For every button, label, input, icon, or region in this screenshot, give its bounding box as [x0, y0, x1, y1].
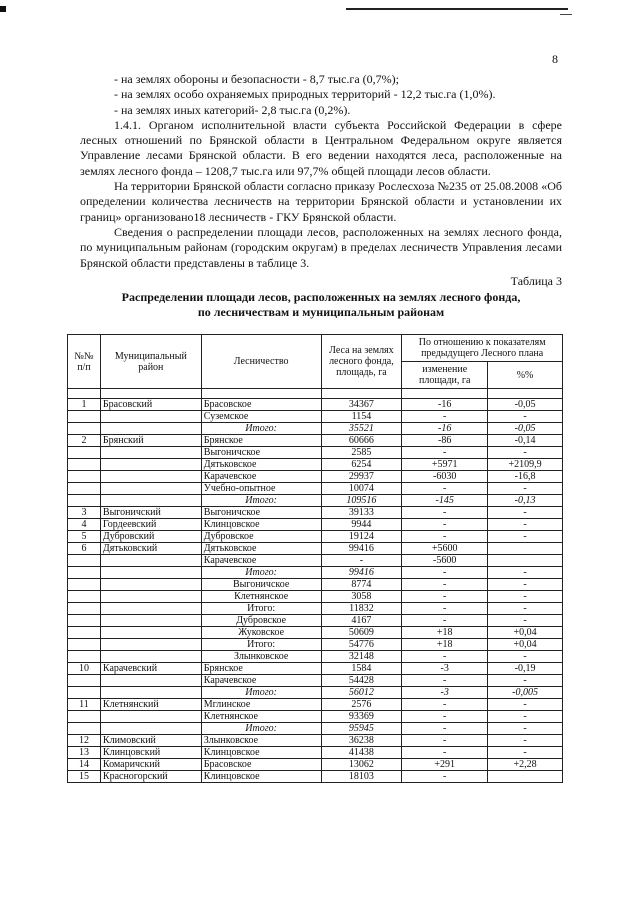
cell-change: - [402, 771, 488, 783]
cell-district [100, 483, 201, 495]
cell-district [100, 423, 201, 435]
cell-forestry: Брасовское [201, 759, 321, 771]
cell-pct: - [488, 591, 563, 603]
cell-change: - [402, 411, 488, 423]
cell-change: - [402, 711, 488, 723]
cell-forestry: Итого: [201, 639, 321, 651]
cell-forestry: Итого: [201, 687, 321, 699]
cell-pct: -0,05 [488, 423, 563, 435]
cell-area: 2585 [321, 447, 402, 459]
cell-forestry: Выгоничское [201, 447, 321, 459]
cell-area: 95945 [321, 723, 402, 735]
cell-pct: - [488, 699, 563, 711]
cell-district: Климовский [100, 735, 201, 747]
header-change: изменение площади, га [402, 362, 488, 389]
cell-forestry: Карачевское [201, 675, 321, 687]
cell-forestry: Итого: [201, 567, 321, 579]
cell-forestry: Клинцовское [201, 519, 321, 531]
cell-pct: - [488, 531, 563, 543]
paragraph: - на землях особо охраняемых природных территорий - 12,2 тыс.га (1,0%). [114, 87, 496, 102]
cell-change: -3 [402, 663, 488, 675]
table-row [68, 555, 563, 567]
cell-forestry: Итого: [201, 423, 321, 435]
header-forestry: Лесничество [201, 335, 321, 389]
cell-pct: - [488, 507, 563, 519]
cell-district [100, 459, 201, 471]
paragraph: На территории Брянской области согласно приказу Рослесхоза №235 от 25.08.2008 «Об определении количества лесничеств на территории Брянской области и установлении их границ» организовано18 лесничеств - ГКУ Брянской области. [80, 179, 562, 224]
cell-pct: - [488, 483, 563, 495]
cell-forestry: Жуковское [201, 627, 321, 639]
cell-change: -145 [402, 495, 488, 507]
cell-forestry: Итого: [201, 723, 321, 735]
cell-pct: - [488, 615, 563, 627]
cell-change: - [402, 531, 488, 543]
table-row [68, 687, 563, 699]
table-row [68, 519, 563, 531]
cell-district [100, 471, 201, 483]
cell-area: 10074 [321, 483, 402, 495]
cell-change: +18 [402, 639, 488, 651]
cell-pct: - [488, 447, 563, 459]
cell-district [100, 711, 201, 723]
cell-area: 1584 [321, 663, 402, 675]
cell-num [68, 483, 101, 495]
cell-forestry: Выгоничское [201, 579, 321, 591]
cell-area: 11832 [321, 603, 402, 615]
cell-forestry: Клинцовское [201, 771, 321, 783]
cell-change: +291 [402, 759, 488, 771]
cell-pct: -0,14 [488, 435, 563, 447]
cell-area: 41438 [321, 747, 402, 759]
cell-area: 36238 [321, 735, 402, 747]
cell-area: 8774 [321, 579, 402, 591]
cell-change: - [402, 615, 488, 627]
cell-district [100, 579, 201, 591]
cell-area: 18103 [321, 771, 402, 783]
cell-num [68, 423, 101, 435]
cell-num [68, 651, 101, 663]
cell-area: 13062 [321, 759, 402, 771]
cell-district [100, 447, 201, 459]
cell-num [68, 723, 101, 735]
cell-area: 19124 [321, 531, 402, 543]
cell-district: Дятьковский [100, 543, 201, 555]
cell-district: Комаричский [100, 759, 201, 771]
cell-change: - [402, 483, 488, 495]
cell-num: 4 [68, 519, 101, 531]
cell-district: Гордеевский [100, 519, 201, 531]
header-num: №№ п/п [68, 335, 101, 389]
cell-district: Выгоничский [100, 507, 201, 519]
cell-change: - [402, 699, 488, 711]
cell-forestry: Брянское [201, 435, 321, 447]
cell-forestry: Клинцовское [201, 747, 321, 759]
cell-district [100, 615, 201, 627]
table-row [68, 543, 563, 555]
cell-area: 54776 [321, 639, 402, 651]
cell-pct: - [488, 723, 563, 735]
cell-pct [488, 555, 563, 567]
cell-area: 99416 [321, 543, 402, 555]
body-text [80, 72, 562, 271]
cell-num: 6 [68, 543, 101, 555]
cell-change: -16 [402, 399, 488, 411]
table-row [68, 435, 563, 447]
table-row [68, 531, 563, 543]
cell-num [68, 447, 101, 459]
cell-num [68, 471, 101, 483]
cell-forestry: Брасовское [201, 399, 321, 411]
cell-change: - [402, 507, 488, 519]
table-row [68, 567, 563, 579]
cell-district [100, 651, 201, 663]
cell-area: 1154 [321, 411, 402, 423]
cell-forestry: Итого: [201, 603, 321, 615]
table-row [68, 591, 563, 603]
cell-district [100, 639, 201, 651]
cell-change: -86 [402, 435, 488, 447]
cell-change: - [402, 519, 488, 531]
cell-change: +5971 [402, 459, 488, 471]
cell-change: -6030 [402, 471, 488, 483]
cell-forestry: Карачевское [201, 555, 321, 567]
header-relation: По отношению к показателям предыдущего Лесного плана [402, 335, 563, 362]
table-row [68, 723, 563, 735]
cell-num [68, 555, 101, 567]
cell-pct: -0,19 [488, 663, 563, 675]
cell-change: - [402, 675, 488, 687]
paragraph: - на землях иных категорий- 2,8 тыс.га (0,2%). [114, 102, 351, 117]
cell-change: +5600 [402, 543, 488, 555]
cell-district: Брянский [100, 435, 201, 447]
cell-change: - [402, 567, 488, 579]
cell-area: 60666 [321, 435, 402, 447]
cell-pct: - [488, 651, 563, 663]
cell-pct: - [488, 411, 563, 423]
cell-pct: +0,04 [488, 639, 563, 651]
cell-area: 34367 [321, 399, 402, 411]
table-row [68, 423, 563, 435]
forest-area-table [67, 334, 563, 783]
table-row [68, 627, 563, 639]
cell-pct: -0,13 [488, 495, 563, 507]
table-row [68, 771, 563, 783]
cell-area: 93369 [321, 711, 402, 723]
cell-district [100, 591, 201, 603]
cell-pct [488, 771, 563, 783]
cell-num [68, 591, 101, 603]
table-row [68, 711, 563, 723]
header-area: Леса на землях лесного фонда, площадь, га [321, 335, 402, 389]
cell-area: 2576 [321, 699, 402, 711]
cell-forestry: Дубровское [201, 531, 321, 543]
cell-pct: - [488, 579, 563, 591]
cell-forestry: Дятьковское [201, 543, 321, 555]
cell-area: 39133 [321, 507, 402, 519]
cell-pct: - [488, 675, 563, 687]
table-title-line: по лесничествам и муниципальным районам [197, 305, 445, 319]
cell-pct: -0,05 [488, 399, 563, 411]
cell-pct: - [488, 711, 563, 723]
cell-forestry: Клетнянское [201, 711, 321, 723]
cell-change: -3 [402, 687, 488, 699]
cell-district [100, 723, 201, 735]
cell-pct: +0,04 [488, 627, 563, 639]
cell-forestry: Учебно-опытное [201, 483, 321, 495]
cell-district [100, 675, 201, 687]
cell-district [100, 567, 201, 579]
table-row [68, 603, 563, 615]
cell-pct: - [488, 747, 563, 759]
cell-change: - [402, 603, 488, 615]
cell-pct: - [488, 567, 563, 579]
table-row [68, 507, 563, 519]
cell-num [68, 579, 101, 591]
header-rule [346, 8, 568, 10]
table-row [68, 639, 563, 651]
cell-num: 14 [68, 759, 101, 771]
cell-change: - [402, 735, 488, 747]
table-row [68, 459, 563, 471]
table-title [80, 290, 562, 320]
cell-num: 2 [68, 435, 101, 447]
table-body [68, 399, 563, 783]
cell-area: 29937 [321, 471, 402, 483]
table-row [68, 615, 563, 627]
cell-num: 13 [68, 747, 101, 759]
cell-num [68, 603, 101, 615]
cell-forestry: Брянское [201, 663, 321, 675]
cell-area: 109516 [321, 495, 402, 507]
cell-area: - [321, 555, 402, 567]
header-district: Муниципальный район [100, 335, 201, 389]
cell-change: - [402, 579, 488, 591]
cell-area: 9944 [321, 519, 402, 531]
table-row [68, 579, 563, 591]
table-row [68, 411, 563, 423]
cell-forestry: Итого: [201, 495, 321, 507]
table-row [68, 651, 563, 663]
cell-district [100, 411, 201, 423]
cell-change: -16 [402, 423, 488, 435]
cell-district: Клетнянский [100, 699, 201, 711]
cell-num: 1 [68, 399, 101, 411]
cell-pct: +2,28 [488, 759, 563, 771]
table-caption: Таблица 3 [510, 274, 562, 288]
scan-mark [0, 6, 6, 12]
table-row [68, 447, 563, 459]
page-number: 8 [552, 52, 558, 66]
cell-num [68, 615, 101, 627]
cell-district [100, 555, 201, 567]
cell-num: 15 [68, 771, 101, 783]
cell-num [68, 567, 101, 579]
cell-area: 56012 [321, 687, 402, 699]
cell-change: - [402, 723, 488, 735]
cell-forestry: Злынковское [201, 735, 321, 747]
table-row [68, 495, 563, 507]
cell-district: Брасовский [100, 399, 201, 411]
cell-num: 3 [68, 507, 101, 519]
cell-num [68, 711, 101, 723]
cell-pct: - [488, 603, 563, 615]
cell-forestry: Суземское [201, 411, 321, 423]
cell-num [68, 459, 101, 471]
cell-area: 99416 [321, 567, 402, 579]
cell-pct: -0,005 [488, 687, 563, 699]
cell-change: +18 [402, 627, 488, 639]
cell-pct: +2109,9 [488, 459, 563, 471]
cell-num: 5 [68, 531, 101, 543]
header-pct: %% [488, 362, 563, 389]
cell-forestry: Дятьковское [201, 459, 321, 471]
cell-num [68, 639, 101, 651]
cell-district [100, 603, 201, 615]
cell-district: Красногорский [100, 771, 201, 783]
cell-pct [488, 543, 563, 555]
cell-area: 54428 [321, 675, 402, 687]
table-row [68, 699, 563, 711]
table-row [68, 471, 563, 483]
cell-district [100, 627, 201, 639]
cell-area: 50609 [321, 627, 402, 639]
table-title-line: Распределении площади лесов, расположенных на землях лесного фонда, [121, 290, 521, 304]
cell-num [68, 675, 101, 687]
cell-num: 12 [68, 735, 101, 747]
paragraph: Сведения о распределении площади лесов, расположенных на землях лесного фонда, по муниципальным районам (городским округам) в пределах лесничеств Управления лесами Брянской области представлены в таблице 3. [80, 224, 562, 270]
cell-district: Клинцовский [100, 747, 201, 759]
table-row [68, 759, 563, 771]
cell-change: - [402, 447, 488, 459]
cell-forestry: Клетнянское [201, 591, 321, 603]
cell-forestry: Карачевское [201, 471, 321, 483]
table-row [68, 675, 563, 687]
table-row [68, 399, 563, 411]
paragraph: - на землях обороны и безопасности - 8,7 тыс.га (0,7%); [114, 72, 399, 86]
cell-forestry: Выгоничское [201, 507, 321, 519]
cell-change: - [402, 651, 488, 663]
cell-district: Карачевский [100, 663, 201, 675]
cell-forestry: Мглинское [201, 699, 321, 711]
cell-pct: - [488, 735, 563, 747]
cell-num [68, 627, 101, 639]
cell-change: -5600 [402, 555, 488, 567]
cell-district [100, 687, 201, 699]
cell-area: 32148 [321, 651, 402, 663]
cell-area: 35521 [321, 423, 402, 435]
cell-forestry: Дубровское [201, 615, 321, 627]
cell-num: 10 [68, 663, 101, 675]
cell-district [100, 495, 201, 507]
cell-area: 4167 [321, 615, 402, 627]
cell-area: 6254 [321, 459, 402, 471]
cell-num [68, 687, 101, 699]
cell-district: Дубровский [100, 531, 201, 543]
cell-pct: -16,8 [488, 471, 563, 483]
table-row [68, 747, 563, 759]
cell-change: - [402, 747, 488, 759]
cell-forestry: Злынковское [201, 651, 321, 663]
cell-num: 11 [68, 699, 101, 711]
header-rule-small [560, 14, 572, 15]
table-row [68, 735, 563, 747]
table-row [68, 663, 563, 675]
cell-pct: - [488, 519, 563, 531]
cell-num [68, 411, 101, 423]
cell-area: 3058 [321, 591, 402, 603]
cell-change: - [402, 591, 488, 603]
paragraph: 1.4.1. Органом исполнительной власти субъекта Российской Федерации в сфере лесных отношений по Брянской области в Центральном Федеральном округе является Управление лесами Брянской области. В его ведении находятся леса, расположенные на землях лесного фонда – 1208,7 тыс.га или 97,7% общей площади лесов области. [80, 117, 562, 178]
cell-num [68, 495, 101, 507]
table-row [68, 483, 563, 495]
